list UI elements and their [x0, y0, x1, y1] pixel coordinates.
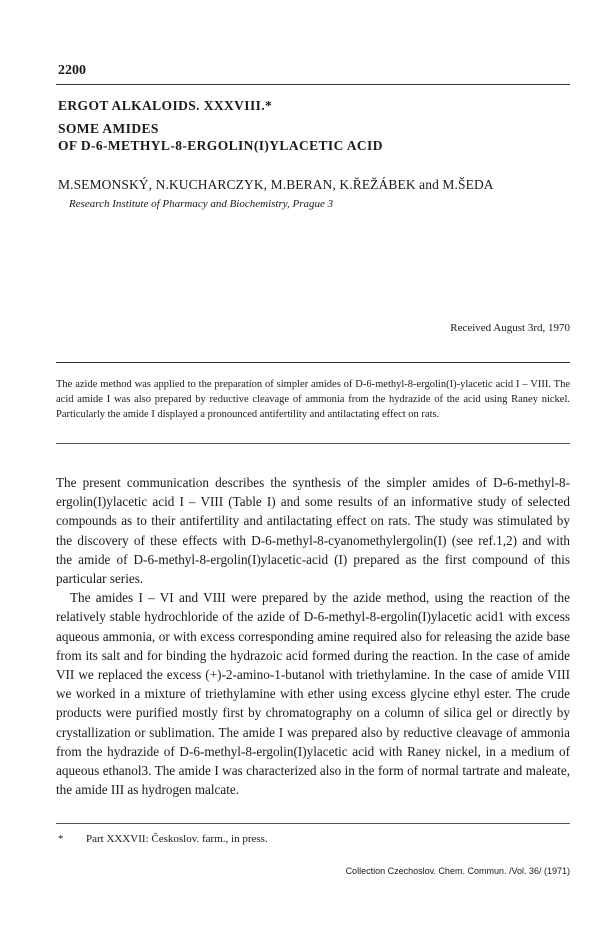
- author-list: M.SEMONSKÝ, N.KUCHARCZYK, M.BERAN, K.ŘEŽÁBEK and M.ŠEDA: [58, 177, 494, 192]
- journal-citation: Collection Czechoslov. Chem. Commun. /Vol. 36/ (1971): [345, 866, 570, 876]
- page-number: 2200: [58, 63, 86, 78]
- title-main: SOME AMIDES: [58, 121, 159, 136]
- abstract: The azide method was applied to the preparation of simpler amides of D-6-methyl-8-ergolin(I)-ylacetic acid I – VIII. The acid amide I was also prepared by reductive cleavage of ammonia from the hydrazide of the acid using Raney nickel. Particularly the amide I displayed a pronounced antifertility and antilactating effect on rats.: [56, 379, 570, 420]
- title-subtitle: OF D-6-METHYL-8-ERGOLIN(I)YLACETIC ACID: [58, 138, 383, 153]
- body-paragraph: The amides I – VI and VIII were prepared by the azide method, using the reaction of the relatively stable hydrochloride of the azide of D-6-methyl-8-ergolin(I)ylacetic acid1 with excess aqueous ammonia, or with excess corresponding amine required also for releasing the azide base from its salt and for binding the hydrazoic acid formed during the reaction. In the case of amide VII we replaced the excess (+)-2-amino-1-butanol with triethylamine. In the case of amide VIII we worked in a mixture of triethylamine with ether using excess glycine ethyl ester. The crude products were purified mostly first by chromatography on a column of silica gel or directly by crystallization or sublimation. The amide I was prepared also by reductive cleavage of ammonia from the hydrazide of D-6-methyl-8-ergolin(I)ylacetic acid with Raney nickel, in a medium of aqueous ethanol3. The amide I was characterized also in the form of normal tartrate and maleate, the amide III as hydrogen malcate.: [56, 590, 570, 798]
- footnote-marker: *: [58, 833, 64, 845]
- title-series: ERGOT ALKALOIDS. XXXVIII.*: [58, 98, 273, 113]
- affiliation: Research Institute of Pharmacy and Biochemistry, Prague 3: [69, 198, 334, 210]
- body-text: [56, 473, 570, 799]
- footnote: [58, 833, 268, 845]
- abstract-top-rule: [56, 362, 570, 363]
- footnote-rule: [56, 823, 570, 824]
- body-paragraph: The present communication describes the synthesis of the simpler amides of D-6-methyl-8-ergolin(I)ylacetic acid I – VIII (Table I) and some results of an informative study of selected compounds as to their antifertility and antilactating effect on rats. The study was stimulated by the discovery of these effects with D-6-methyl-8-cyanomethylergolin(I) (see ref.1,2) and with the amide of D-6-methyl-8-ergolin(I)ylacetic-acid (I) prepared as the first compound of this particular series.: [56, 475, 570, 587]
- header-rule: [56, 84, 570, 85]
- received-date: Received August 3rd, 1970: [450, 322, 570, 334]
- footnote-text: Part XXXVII: Českoslov. farm., in press.: [86, 833, 268, 845]
- abstract-bottom-rule: [56, 443, 570, 444]
